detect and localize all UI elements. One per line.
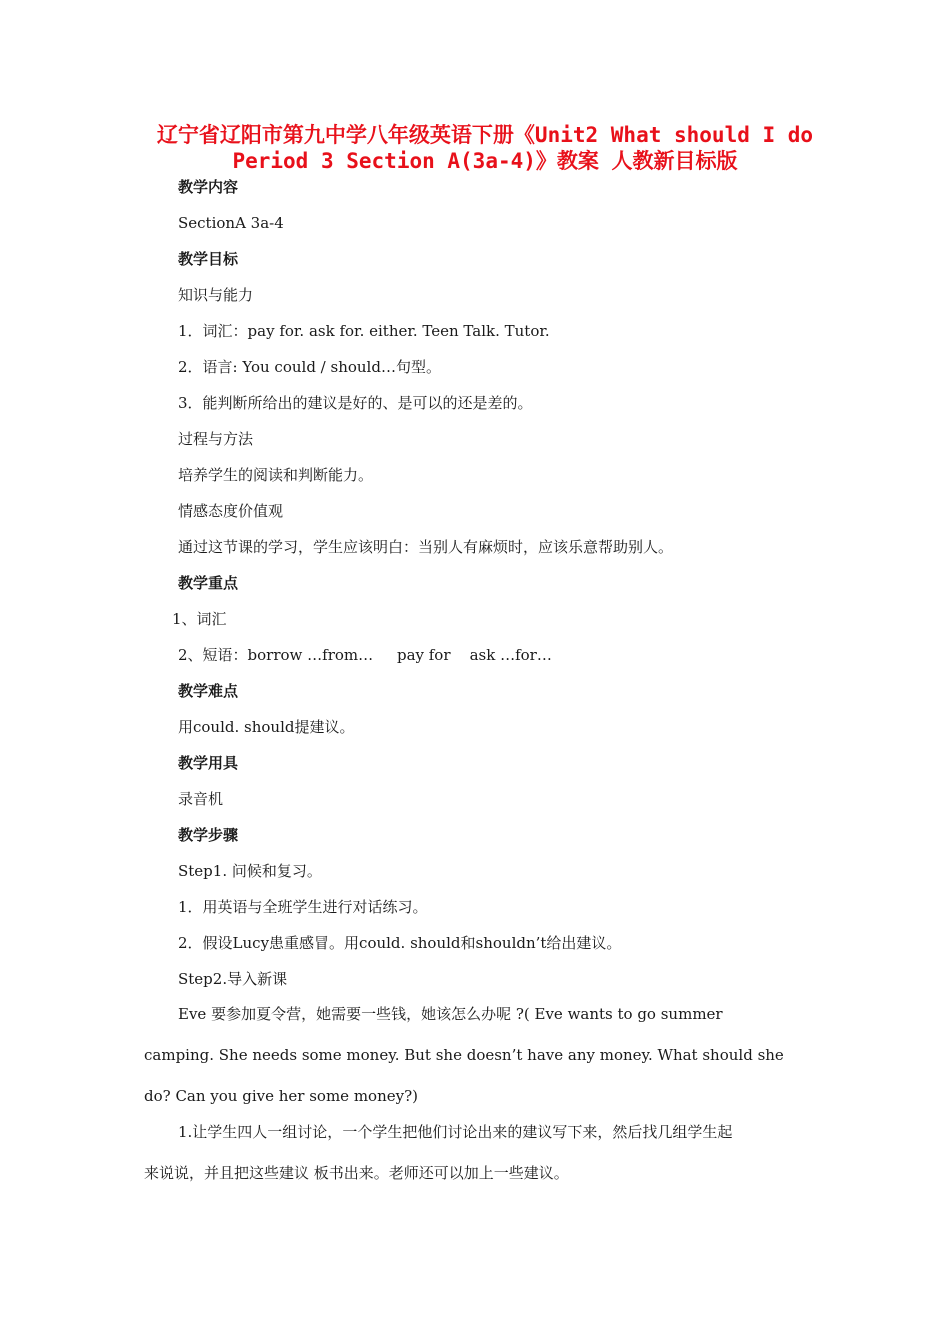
heading-tools: 教学用具 [178,754,239,772]
text-line: 知识与能力 [178,286,254,304]
text-line: 1．用英语与全班学生进行对话练习。 [178,898,428,916]
text-line: 过程与方法 [178,430,254,448]
paragraph-line: camping. She needs some money. But she doesn’t have any money. What should she [144,1046,784,1064]
text-line: 培养学生的阅读和判断能力。 [178,466,374,484]
heading-steps: 教学步骤 [178,826,239,844]
paragraph-line: do? Can you give her some money?) [144,1087,418,1105]
paragraph-line: 1.让学生四人一组讨论，一个学生把他们讨论出来的建议写下来，然后找几组学生起 [178,1123,733,1141]
text-line: 情感态度价值观 [178,502,284,520]
heading-difficulties: 教学难点 [178,682,239,700]
paragraph-line: 来说说，并且把这些建议 板书出来。老师还可以加上一些建议。 [144,1164,569,1182]
text-line: 用could. should提建议。 [178,718,355,736]
text-line: 2．语言: You could / should…句型。 [178,358,441,376]
paragraph-line: Eve 要参加夏令营，她需要一些钱，她该怎么办呢 ?( Eve wants to go summer [178,1005,723,1023]
text-line: Step2.导入新课 [178,970,288,988]
heading-objectives: 教学目标 [178,250,239,268]
text-line: 通过这节课的学习，学生应该明白：当别人有麻烦时，应该乐意帮助别人。 [178,538,674,556]
text-line: 3．能判断所给出的建议是好的、是可以的还是差的。 [178,394,533,412]
heading-content: 教学内容 [178,178,239,196]
document-title: 辽宁省辽阳市第九中学八年级英语下册《Unit2 What should I do Period 3 Section A(3a-4)》教案 人教新目标版 [156,123,814,173]
text-line: SectionA 3a-4 [178,214,284,232]
text-line: 2、短语：borrow …from… pay for ask …for… [178,646,552,664]
text-line: 1．词汇：pay for. ask for. either. Teen Talk. Tutor. [178,322,550,340]
text-line: 1、词汇 [172,610,227,628]
heading-key-points: 教学重点 [178,574,239,592]
text-line: 录音机 [178,790,224,808]
text-line: 2．假设Lucy患重感冒。用could. should和shouldn’t给出建议。 [178,934,622,952]
text-line: Step1. 问候和复习。 [178,862,322,880]
